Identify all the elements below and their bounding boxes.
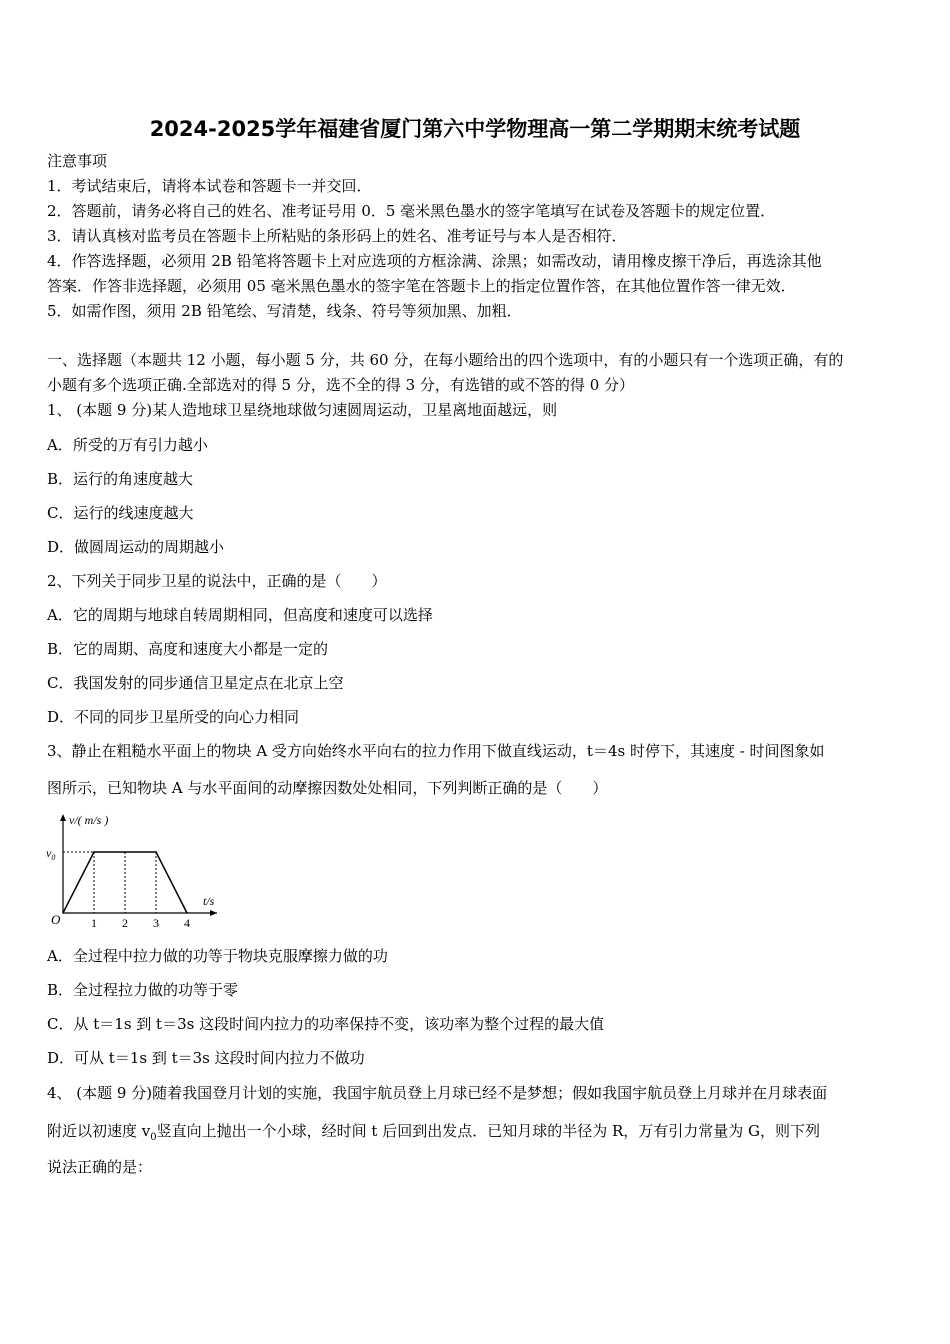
question-1-option-d: D．做圆周运动的周期越小 bbox=[47, 538, 225, 556]
exam-title: 2024-2025学年福建省厦门第六中学物理高一第二学期期末统考试题 bbox=[149, 117, 801, 141]
question-3-option-a: A．全过程中拉力做的功等于物块克服摩擦力做的功 bbox=[47, 947, 388, 965]
question-4-stem-cont: 附近以初速度 $v_0$竖直向上抛出一个小球，经时间 t 后回到出发点．已知月球的半径为 R，万有引力常量为 G，则下列 bbox=[47, 1122, 821, 1143]
question-3-option-d: D．可从 t＝1s 到 t＝3s 这段时间内拉力不做功 bbox=[47, 1049, 365, 1067]
question-2-stem: 2、下列关于同步卫星的说法中，正确的是（ ） bbox=[47, 572, 387, 590]
chart-data-point bbox=[62, 912, 64, 914]
chart-axes bbox=[60, 814, 217, 916]
chart-data-point bbox=[93, 851, 95, 853]
question-2-option-b: B．它的周期、高度和速度大小都是一定的 bbox=[47, 640, 329, 658]
notice-item: 3．请认真核对监考员在答题卡上所粘贴的条形码上的姓名、准考证号与本人是否相符． bbox=[47, 227, 627, 245]
chart-y-axis-arrow bbox=[60, 814, 66, 821]
question-1-option-a: A．所受的万有引力越小 bbox=[47, 436, 208, 454]
question-4-stem-end: 说法正确的是： bbox=[47, 1158, 153, 1176]
section-heading-cont: 小题有多个选项正确.全部选对的得 5 分，选不全的得 3 分，有选错的或不答的得 0 分） bbox=[47, 376, 635, 394]
question-3-stem-cont: 图所示，已知物块 A 与水平面间的动摩擦因数处处相同，下列判断正确的是（ ） bbox=[47, 779, 608, 797]
question-4-stem: 4、 (本题 9 分)随着我国登月计划的实施，我国宇航员登上月球已经不是梦想；假如我国宇航员登上月球并在月球表面 bbox=[47, 1084, 828, 1102]
question-1-option-c: C．运行的线速度越大 bbox=[47, 504, 194, 522]
chart-y-tick-label: $v_0$ bbox=[46, 846, 56, 862]
question-3-option-b: B．全过程拉力做的功等于零 bbox=[47, 981, 239, 999]
section-heading: 一、选择题（本题共 12 小题，每小题 5 分，共 60 分，在每小题给出的四个选项中，有的小题只有一个选项正确，有的 bbox=[47, 351, 844, 369]
notice-item: 4．作答选择题，必须用 2B 铅笔将答题卡上对应选项的方框涂满、涂黑；如需改动，请用橡皮擦干净后，再选涂其他 bbox=[47, 252, 822, 270]
question-2-option-a: A．它的周期与地球自转周期相同，但高度和速度可以选择 bbox=[47, 606, 433, 624]
question-2-option-c: C．我国发射的同步通信卫星定点在北京上空 bbox=[47, 674, 344, 692]
chart-origin-label: O bbox=[51, 912, 61, 927]
chart-x-tick-label: 4 bbox=[184, 916, 190, 930]
chart-x-axis-arrow bbox=[210, 910, 217, 916]
chart-x-tick-label: 1 bbox=[91, 916, 97, 930]
chart-y-axis-label: v/( m/s ) bbox=[69, 813, 109, 827]
question-1-stem: 1、 (本题 9 分)某人造地球卫星绕地球做匀速圆周运动，卫星离地面越远，则 bbox=[47, 401, 558, 419]
notice-item: 5．如需作图，须用 2B 铅笔绘、写清楚，线条、符号等须加黑、加粗． bbox=[47, 302, 522, 320]
velocity-time-chart bbox=[45, 808, 230, 933]
question-2-option-d: D．不同的同步卫星所受的向心力相同 bbox=[47, 708, 300, 726]
chart-x-tick-label: 2 bbox=[122, 916, 128, 930]
question-1-option-b: B．运行的角速度越大 bbox=[47, 470, 194, 488]
notice-item: 答案．作答非选择题，必须用 05 毫米黑色墨水的签字笔在答题卡上的指定位置作答，在其他位置作答一律无效． bbox=[47, 277, 796, 295]
notice-item: 2．答题前，请务必将自己的姓名、准考证号用 0．5 毫米黑色墨水的签字笔填写在试卷及答题卡的规定位置． bbox=[47, 202, 776, 220]
notice-item: 1．考试结束后，请将本试卷和答题卡一并交回． bbox=[47, 177, 372, 195]
question-3-option-c: C．从 t＝1s 到 t＝3s 这段时间内拉力的功率保持不变，该功率为整个过程的最大值 bbox=[47, 1015, 605, 1033]
chart-data-point bbox=[186, 912, 188, 914]
question-3-stem: 3、静止在粗糙水平面上的物块 A 受方向始终水平向右的拉力作用下做直线运动，t＝4s 时停下，其速度 - 时间图象如 bbox=[47, 742, 825, 760]
notice-heading: 注意事项 bbox=[47, 152, 108, 170]
chart-x-axis-label: t/s bbox=[203, 894, 215, 908]
chart-data-point bbox=[155, 851, 157, 853]
chart-x-tick-label: 3 bbox=[153, 916, 159, 930]
